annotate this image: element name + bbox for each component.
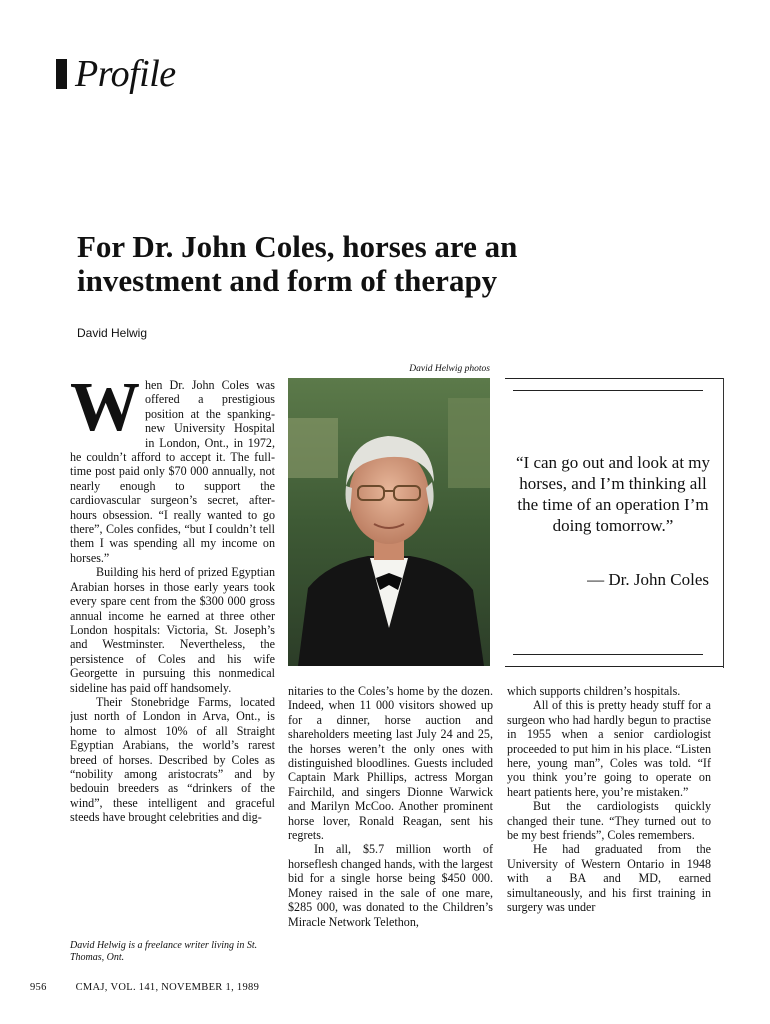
paragraph-text: hen Dr. John Coles was offered a prestigious position at the spanking-new University Hospital in London, Ont., in 1972, he couldn’t afford to accept it. The full-time post paid only $70 000 annually, not nearly enough to support the cardiovascular surgeon’s secret, after-hours obsession. “I really wanted to go there”, Coles confides, “but I couldn’t tell them I was spending all my income on horses.” (70, 378, 275, 565)
article-headline: For Dr. John Coles, horses are an investment and form of therapy (77, 229, 518, 298)
photo-credit: David Helwig photos (409, 364, 490, 374)
pull-quote-text: “I can go out and look at my horses, and I’m thinking all the time of an operation I’m doing tomorrow.” (515, 453, 711, 535)
byline: David Helwig (77, 326, 148, 340)
pull-quote-top-rule-1 (505, 378, 723, 379)
drop-cap: W (70, 378, 140, 446)
paragraph: All of this is pretty heady stuff for a surgeon who had hardly begun to practise in 1955 when a senior cardiologist proceeded to put him in his place. “Listen here, young man”, Coles was told. “If you think you’re going to operate on heart patients here, you’re mistaken.” (507, 698, 711, 799)
section-marker-bar (56, 59, 67, 89)
paragraph: But the cardiologists quickly changed their tune. “They turned out to be my best friends”, Coles remembers. (507, 799, 711, 843)
paragraph: nitaries to the Coles’s home by the dozen. Indeed, when 11 000 visitors showed up for a dinner, horse auction and shareholders meeting last July 24 and 25, the horses weren’t the only ones with distinguished bloodlines. Guests included Captain Mark Phillips, actress Morgan Fairchild, and singers Dionne Warwick and Marilyn McCoo. Another prominent horse lover, Ronald Reagan, sent his regrets. (288, 684, 493, 843)
page-number: 956 (30, 982, 47, 993)
author-note: David Helwig is a freelance writer living in St. Thomas, Ont. (70, 940, 258, 963)
pull-quote-bottom-rule-2 (505, 666, 723, 667)
journal-citation: CMAJ, VOL. 141, NOVEMBER 1, 1989 (75, 982, 260, 993)
paragraph: which supports children’s hospitals. (507, 684, 681, 698)
article-column-2 (288, 684, 493, 929)
article-column-1 (70, 378, 275, 898)
article-column-3 (507, 684, 711, 915)
paragraph: Building his herd of prized Egyptian Arabian horses in those early years took every spare cent from the $300 000 gross annual income he earned at three other London hospitals: Victoria, St. Joseph’s and Westminster. Nevertheless, the persistence of Coles and his wife Georgette in pursuing this nonmedical sideline has paid off handsomely. (70, 565, 275, 695)
pull-quote (505, 378, 724, 668)
paragraph: He had graduated from the University of Western Ontario in 1948 with a BA and MD, earned simultaneously, and his first training in surgery was under (507, 842, 711, 915)
paragraph: Their Stonebridge Farms, located just north of London in Arva, Ont., is home to almost 10% of all Straight Egyptian Arabians, the world’s rarest breed of horses. Described by Coles as “nobility among aristocrats” and by bedouin breeders as “drinkers of the wind”, these intelligent and graceful steeds have brought celebrities and dig- (70, 694, 275, 825)
paragraph: In all, $5.7 million worth of horseflesh changed hands, with the largest bid for a single horse being $450 000. Money raised in the sale of one mare, $285 000, was donated to the Children’s Miracle Network Telethon, (288, 842, 493, 929)
page-footer (30, 982, 259, 993)
portrait-photo (288, 378, 490, 666)
pull-quote-attribution: — Dr. John Coles (587, 570, 709, 589)
paragraph (70, 378, 275, 565)
section-header (56, 52, 176, 96)
pull-quote-bottom-rule-1 (513, 654, 703, 655)
section-title: Profile (75, 53, 176, 95)
pull-quote-top-rule-2 (513, 390, 703, 391)
